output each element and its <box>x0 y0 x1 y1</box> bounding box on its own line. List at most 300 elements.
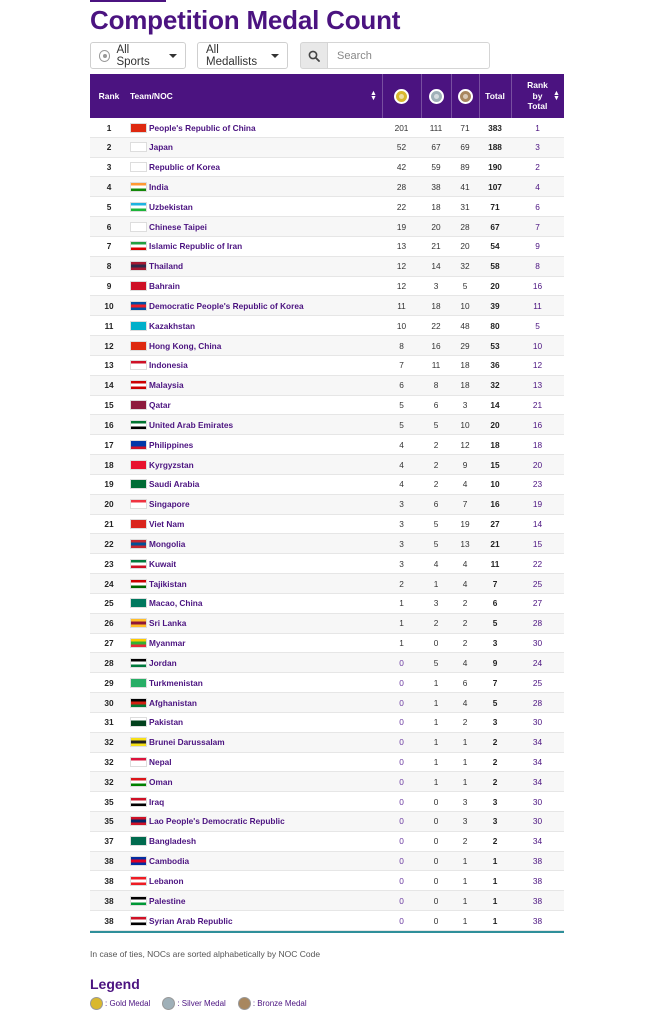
team-name-link[interactable]: Palestine <box>149 895 186 906</box>
silver-count: 0 <box>433 915 439 926</box>
rank-cell: 2 <box>106 142 112 153</box>
team-cell <box>128 911 382 930</box>
rank-by-total: 27 <box>532 598 543 609</box>
team-name-link[interactable]: Islamic Republic of Iran <box>149 241 243 252</box>
header-bronze[interactable] <box>451 74 479 118</box>
team-cell <box>128 832 382 851</box>
team-cell <box>128 713 382 732</box>
rank-by-total: 38 <box>532 856 543 867</box>
total-count: 190 <box>488 162 502 173</box>
team-cell <box>128 871 382 890</box>
team-cell <box>128 733 382 752</box>
rank-by-total: 13 <box>532 380 543 391</box>
team-name-link[interactable]: Singapore <box>149 499 190 510</box>
total-count: 2 <box>492 757 498 767</box>
flag-icon <box>130 797 147 807</box>
silver-count: 6 <box>433 499 439 510</box>
table-row <box>90 415 564 435</box>
flag-icon <box>130 757 147 767</box>
search-input[interactable] <box>327 42 490 69</box>
flag-icon <box>130 539 147 549</box>
gold-count: 1 <box>399 598 404 609</box>
bronze-count: 10 <box>460 419 470 430</box>
gold-count: 7 <box>399 360 404 371</box>
rank-cell: 38 <box>104 895 114 906</box>
flag-icon <box>130 123 147 133</box>
team-name-link[interactable]: Republic of Korea <box>149 162 220 173</box>
flag-icon <box>130 182 147 192</box>
team-cell <box>128 614 382 633</box>
silver-count: 22 <box>431 320 441 331</box>
team-name-link[interactable]: Malaysia <box>149 380 184 391</box>
gold-count: 201 <box>394 122 409 133</box>
gold-count: 2 <box>399 578 404 589</box>
rank-cell: 24 <box>104 578 114 589</box>
team-cell <box>128 852 382 871</box>
table-row <box>90 713 564 733</box>
silver-count: 0 <box>433 895 439 906</box>
team-name-link[interactable]: Thailand <box>149 261 184 272</box>
gold-count: 3 <box>399 499 404 510</box>
team-name-link[interactable]: Chinese Taipei <box>149 221 207 232</box>
rank-cell: 27 <box>104 638 114 649</box>
silver-count: 0 <box>433 816 439 827</box>
team-name-link[interactable]: People's Republic of China <box>149 122 256 133</box>
rank-by-total: 34 <box>532 757 543 767</box>
total-count: 20 <box>490 419 500 430</box>
header-gold[interactable] <box>382 74 421 118</box>
flag-icon <box>130 579 147 589</box>
team-name-link[interactable]: Turkmenistan <box>149 677 203 688</box>
bronze-medal-icon <box>238 997 251 1010</box>
header-total[interactable]: Total <box>485 90 505 101</box>
rank-by-total: 38 <box>532 875 543 886</box>
team-cell <box>128 891 382 910</box>
gold-count: 0 <box>399 895 404 906</box>
silver-count: 5 <box>433 519 439 530</box>
flag-icon <box>130 658 147 668</box>
team-name-link[interactable]: Nepal <box>149 757 172 767</box>
bronze-count: 3 <box>462 796 468 807</box>
bronze-count: 1 <box>462 757 468 767</box>
rank-by-total: 4 <box>535 181 540 192</box>
table-row <box>90 554 564 574</box>
rank-cell: 38 <box>104 875 114 886</box>
gold-count: 5 <box>399 419 404 430</box>
gold-count: 0 <box>399 776 404 787</box>
team-name-link[interactable]: Qatar <box>149 400 171 411</box>
team-cell <box>128 515 382 534</box>
rank-by-total: 7 <box>535 221 540 232</box>
total-count: 14 <box>490 400 500 411</box>
team-cell <box>128 673 382 692</box>
header-team-label: Team/NOC <box>130 90 173 101</box>
bronze-count: 1 <box>462 737 468 748</box>
table-row <box>90 138 564 158</box>
rank-cell: 21 <box>104 519 114 530</box>
rank-by-total: 19 <box>532 499 543 510</box>
silver-count: 1 <box>433 717 439 728</box>
rank-cell: 9 <box>106 281 112 292</box>
bronze-count: 71 <box>460 122 470 133</box>
total-count: 39 <box>490 300 500 311</box>
total-count: 383 <box>488 122 502 133</box>
header-rank-by-total-label: Rank by Total <box>527 80 548 112</box>
flag-icon <box>130 261 147 271</box>
team-name-link[interactable]: Uzbekistan <box>149 201 193 212</box>
silver-count: 3 <box>433 598 439 609</box>
rank-cell: 15 <box>104 400 114 411</box>
flag-icon <box>130 142 147 152</box>
sports-dropdown[interactable] <box>90 42 186 69</box>
total-count: 27 <box>490 519 500 530</box>
bronze-count: 4 <box>462 558 468 569</box>
gold-count: 11 <box>397 300 406 311</box>
gold-count: 0 <box>399 737 404 748</box>
rank-cell: 18 <box>104 459 114 470</box>
table-row <box>90 891 564 911</box>
silver-count: 0 <box>433 836 439 847</box>
total-count: 53 <box>490 340 500 351</box>
team-cell <box>128 495 382 514</box>
header-rank-by-total[interactable] <box>511 74 564 118</box>
silver-count: 38 <box>431 181 441 192</box>
rank-cell: 37 <box>104 836 114 847</box>
gold-count: 4 <box>399 439 404 450</box>
team-name-link[interactable]: Hong Kong, China <box>149 340 222 351</box>
team-name-link[interactable]: Japan <box>149 142 173 153</box>
legend-bronze <box>238 997 307 1010</box>
team-cell <box>128 693 382 712</box>
team-name-link[interactable]: Brunei Darussalam <box>149 737 225 748</box>
table-row <box>90 396 564 416</box>
rank-cell: 10 <box>104 300 114 311</box>
team-name-link[interactable]: Kuwait <box>149 558 177 569</box>
flag-icon <box>130 360 147 370</box>
table-row <box>90 614 564 634</box>
team-cell <box>128 197 382 216</box>
flag-icon <box>130 717 147 727</box>
table-row <box>90 217 564 237</box>
team-name-link[interactable]: Iraq <box>149 796 165 807</box>
gold-count: 0 <box>399 757 404 767</box>
team-name-link[interactable]: India <box>149 181 169 192</box>
rank-by-total: 30 <box>532 638 543 649</box>
rank-by-total: 15 <box>532 538 543 549</box>
flag-icon <box>130 559 147 569</box>
rank-cell: 20 <box>104 499 114 510</box>
bronze-count: 13 <box>460 538 470 549</box>
gold-count: 13 <box>396 241 407 252</box>
flag-icon <box>130 638 147 648</box>
flag-icon <box>130 519 147 529</box>
table-row <box>90 534 564 554</box>
rank-by-total: 2 <box>535 162 540 173</box>
tie-footnote: In case of ties, NOCs are sorted alphabetically by NOC Code <box>90 949 321 959</box>
team-cell <box>128 554 382 573</box>
total-count: 1 <box>492 875 498 886</box>
search-icon <box>308 50 320 62</box>
total-count: 3 <box>492 816 498 827</box>
table-row <box>90 634 564 654</box>
table-row <box>90 673 564 693</box>
silver-count: 1 <box>433 697 439 708</box>
team-name-link[interactable]: Philippines <box>149 439 194 450</box>
flag-icon <box>130 400 147 410</box>
rank-by-total: 12 <box>532 360 543 371</box>
flag-icon <box>130 380 147 390</box>
team-cell <box>128 296 382 315</box>
total-count: 36 <box>490 360 500 371</box>
table-row <box>90 336 564 356</box>
silver-count: 18 <box>431 201 441 212</box>
rank-by-total: 30 <box>532 816 543 827</box>
rank-cell: 17 <box>104 439 114 450</box>
team-name-link[interactable]: Viet Nam <box>149 519 185 530</box>
rank-by-total: 3 <box>535 142 540 153</box>
silver-count: 5 <box>433 419 439 430</box>
medallists-dropdown[interactable] <box>197 42 288 69</box>
gold-count: 0 <box>399 816 404 827</box>
total-count: 10 <box>490 479 500 490</box>
table-row <box>90 733 564 753</box>
silver-count: 67 <box>431 142 441 153</box>
team-name-link[interactable]: Mongolia <box>149 538 186 549</box>
team-cell <box>128 277 382 296</box>
flag-icon <box>130 856 147 866</box>
rank-cell: 35 <box>104 816 114 827</box>
silver-count: 21 <box>431 241 441 252</box>
rank-by-total: 11 <box>533 300 542 311</box>
team-cell <box>128 177 382 196</box>
rank-cell: 31 <box>104 717 114 728</box>
gold-count: 42 <box>396 162 407 173</box>
total-count: 6 <box>492 598 498 609</box>
header-rank[interactable]: Rank <box>98 90 120 101</box>
flag-icon <box>130 440 147 450</box>
team-name-link[interactable]: Sri Lanka <box>149 618 187 629</box>
silver-count: 18 <box>431 300 441 311</box>
filter-bar <box>90 42 564 69</box>
team-name-link[interactable]: Indonesia <box>149 360 188 371</box>
total-count: 188 <box>488 142 502 153</box>
rank-by-total: 28 <box>532 618 543 629</box>
bronze-count: 41 <box>460 181 470 192</box>
team-name-link[interactable]: Syrian Arab Republic <box>149 915 233 926</box>
team-cell <box>128 753 382 772</box>
silver-count: 4 <box>433 558 439 569</box>
rank-cell: 12 <box>104 340 114 351</box>
table-row <box>90 296 564 316</box>
rank-cell: 5 <box>106 201 112 212</box>
team-cell <box>128 475 382 494</box>
bronze-count: 2 <box>462 638 468 649</box>
team-name-link[interactable]: Lao People's Democratic Republic <box>149 816 285 827</box>
rank-by-total: 34 <box>532 737 543 748</box>
sports-icon <box>99 50 110 62</box>
total-count: 1 <box>492 895 498 906</box>
silver-count: 11 <box>431 360 441 371</box>
silver-medal-icon <box>429 89 444 104</box>
bronze-count: 1 <box>462 856 468 867</box>
team-cell <box>128 594 382 613</box>
rank-by-total: 16 <box>532 281 543 292</box>
table-row <box>90 257 564 277</box>
flag-icon <box>130 460 147 470</box>
total-count: 21 <box>490 538 500 549</box>
table-row <box>90 693 564 713</box>
bronze-count: 18 <box>460 380 470 391</box>
gold-count: 0 <box>399 836 404 847</box>
silver-count: 1 <box>433 578 439 589</box>
gold-count: 19 <box>396 221 407 232</box>
team-name-link[interactable]: Pakistan <box>149 717 184 728</box>
total-count: 1 <box>492 856 498 867</box>
bronze-count: 1 <box>462 895 468 906</box>
table-row <box>90 356 564 376</box>
bronze-count: 2 <box>462 598 468 609</box>
gold-count: 4 <box>399 479 404 490</box>
team-name-link[interactable]: Jordan <box>149 657 177 668</box>
team-cell <box>128 534 382 553</box>
gold-count: 12 <box>396 261 407 272</box>
team-name-link[interactable]: United Arab Emirates <box>149 419 234 430</box>
team-name-link[interactable]: Tajikistan <box>149 578 187 589</box>
table-row <box>90 911 564 931</box>
bronze-count: 4 <box>462 697 468 708</box>
team-name-link[interactable]: Oman <box>149 776 173 787</box>
rank-by-total: 34 <box>532 776 543 787</box>
team-cell <box>128 455 382 474</box>
total-count: 80 <box>490 320 500 331</box>
rank-cell: 23 <box>104 558 114 569</box>
total-count: 3 <box>492 638 498 649</box>
rank-cell: 11 <box>104 320 114 331</box>
bronze-count: 4 <box>462 479 468 490</box>
rank-cell: 32 <box>104 776 114 787</box>
total-count: 32 <box>490 380 500 391</box>
header-team[interactable] <box>128 74 382 118</box>
gold-count: 0 <box>399 657 404 668</box>
total-count: 18 <box>490 439 500 450</box>
total-count: 5 <box>492 618 498 629</box>
team-name-link[interactable]: Kazakhstan <box>149 320 196 331</box>
legend-gold-label: : Gold Medal <box>105 999 151 1008</box>
total-count: 67 <box>490 221 500 232</box>
bronze-count: 12 <box>460 439 470 450</box>
team-name-link[interactable]: Bahrain <box>149 281 180 292</box>
search-button[interactable] <box>300 42 328 69</box>
gold-count: 3 <box>399 519 404 530</box>
total-count: 3 <box>492 717 498 728</box>
rank-by-total: 16 <box>532 419 543 430</box>
team-name-link[interactable]: Democratic People's Republic of Korea <box>149 300 304 311</box>
flag-icon <box>130 836 147 846</box>
flag-icon <box>130 737 147 747</box>
table-row <box>90 792 564 812</box>
flag-icon <box>130 598 147 608</box>
gold-medal-icon <box>394 89 409 104</box>
table-row <box>90 118 564 138</box>
total-count: 2 <box>492 836 498 847</box>
total-count: 15 <box>490 459 500 470</box>
silver-count: 1 <box>433 737 439 748</box>
bronze-count: 19 <box>460 519 470 530</box>
table-row <box>90 832 564 852</box>
rank-by-total: 9 <box>535 241 540 252</box>
rank-cell: 29 <box>104 677 114 688</box>
team-name-link[interactable]: Saudi Arabia <box>149 479 200 490</box>
rank-cell: 35 <box>104 796 114 807</box>
silver-count: 5 <box>433 657 439 668</box>
rank-cell: 4 <box>106 181 112 192</box>
rank-by-total: 18 <box>532 439 543 450</box>
rank-cell: 25 <box>104 598 114 609</box>
team-cell <box>128 158 382 177</box>
rank-by-total: 1 <box>535 122 540 133</box>
total-count: 7 <box>492 578 498 589</box>
silver-count: 8 <box>433 380 439 391</box>
bronze-count: 2 <box>462 836 468 847</box>
rank-by-total: 22 <box>532 558 543 569</box>
team-name-link[interactable]: Myanmar <box>149 638 186 649</box>
gold-count: 0 <box>399 875 404 886</box>
total-count: 54 <box>490 241 500 252</box>
team-name-link[interactable]: Bangladesh <box>149 836 197 847</box>
sort-icon: ▲ ▼ <box>370 90 377 102</box>
team-name-link[interactable]: Lebanon <box>149 875 184 886</box>
table-row <box>90 475 564 495</box>
page-title: Competition Medal Count <box>90 5 401 35</box>
bronze-count: 1 <box>462 915 468 926</box>
legend <box>90 997 319 1010</box>
bronze-count: 3 <box>462 400 468 411</box>
team-cell <box>128 217 382 236</box>
bronze-count: 7 <box>462 499 468 510</box>
rank-by-total: 23 <box>532 479 543 490</box>
silver-count: 1 <box>433 757 439 767</box>
table-row <box>90 852 564 872</box>
gold-count: 52 <box>396 142 407 153</box>
flag-icon <box>130 162 147 172</box>
rank-cell: 30 <box>104 697 114 708</box>
team-name-link[interactable]: Cambodia <box>149 856 190 867</box>
rank-by-total: 10 <box>532 340 543 351</box>
legend-silver <box>162 997 225 1010</box>
team-name-link[interactable]: Kyrgyzstan <box>149 459 194 470</box>
team-name-link[interactable]: Afghanistan <box>149 697 197 708</box>
table-row <box>90 277 564 297</box>
rank-by-total: 5 <box>535 320 540 331</box>
bronze-count: 32 <box>460 261 470 272</box>
medallists-dropdown-label: All Medallists <box>206 43 258 68</box>
table-row <box>90 594 564 614</box>
bronze-count: 3 <box>462 816 468 827</box>
bronze-count: 28 <box>460 221 470 232</box>
rank-cell: 8 <box>106 261 112 272</box>
team-name-link[interactable]: Macao, China <box>149 598 203 609</box>
bronze-count: 29 <box>460 340 470 351</box>
silver-count: 20 <box>431 221 441 232</box>
rank-cell: 28 <box>104 657 114 668</box>
table-row <box>90 158 564 178</box>
flag-icon <box>130 777 147 787</box>
gold-count: 3 <box>399 538 404 549</box>
header-silver[interactable] <box>421 74 451 118</box>
flag-icon <box>130 618 147 628</box>
silver-count: 1 <box>433 677 439 688</box>
gold-count: 6 <box>399 380 404 391</box>
